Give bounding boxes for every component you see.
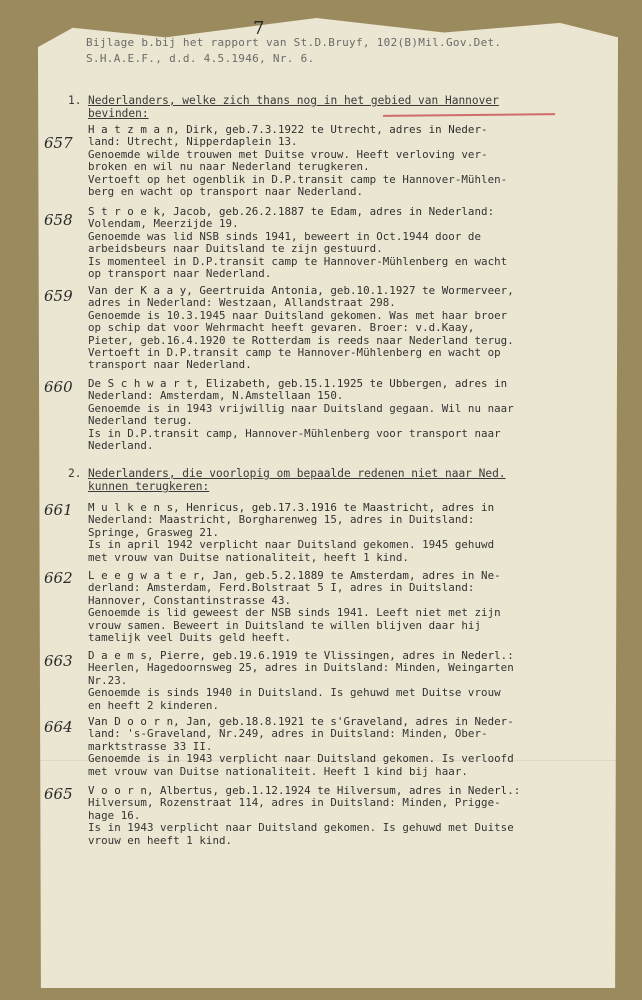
entry-line: op schip dat voor Wehrmacht heeft gevaren. Broer: v.d.Kaay, — [88, 321, 475, 335]
header-line-1: Bijlage b.bij het rapport van St.D.Bruyf, 102(B)Mil.Gov.Det. — [86, 36, 502, 49]
entry-line: Heerlen, Hagedoornsweg 25, adres in Duitsland: Minden, Weingarten — [88, 661, 514, 675]
entry-line: tamelijk veel Duits geld heeft. — [88, 631, 292, 645]
entry-line: De S c h w a r t, Elizabeth, geb.15.1.1925 te Ubbergen, adres in — [88, 377, 508, 390]
entry-664 — [88, 716, 593, 778]
entry-line: Vertoeft op het ogenblik in D.P.transit camp te Hannover-Mühlen- — [88, 172, 508, 186]
section-title-line: Nederlanders, welke zich thans nog in het gebied van Hannover — [88, 94, 499, 107]
section-number: 2. — [68, 467, 82, 480]
page-number: 7 — [253, 18, 265, 39]
handwritten-entry-number: 660 — [44, 378, 73, 396]
entry-line: D a e m s, Pierre, geb.19.6.1919 te Vlissingen, adres in Nederl.: — [88, 649, 514, 662]
section-number: 1. — [68, 94, 82, 107]
entry-line: vrouw samen. Beweert in Duitsland te willen blijven daar hij — [88, 618, 482, 632]
entry-line: Van der K a a y, Geertruida Antonia, geb.10.1.1927 te Wormerveer, — [88, 284, 514, 297]
entry-line: Genoemde is lid geweest der NSB sinds 1941. Leeft niet met zijn — [88, 606, 501, 620]
entry-660 — [88, 378, 593, 452]
entry-line: op transport naar Nederland. — [88, 267, 272, 281]
entry-line: en heeft 2 kinderen. — [88, 698, 220, 712]
entry-line: Is in D.P.transit camp, Hannover-Mühlenberg voor transport naar — [88, 426, 501, 440]
entry-line: marktstrasse 33 II. — [88, 739, 213, 753]
entry-line: Genoemde was lid NSB sinds 1941, beweert in Oct.1944 door de — [88, 229, 482, 243]
entry-line: Nederland: Amsterdam, N.Amstellaan 150. — [88, 389, 344, 403]
entry-662 — [88, 570, 593, 644]
entry-line: land: 's-Graveland, Nr.249, adres in Duitsland: Minden, Ober- — [88, 727, 488, 741]
entry-658 — [88, 206, 593, 280]
entry-line: Genoemde is 10.3.1945 naar Duitsland gekomen. Was met haar broer — [88, 308, 508, 322]
section-title-line: kunnen terugkeren: — [88, 480, 210, 493]
entry-663 — [88, 650, 593, 712]
entry-line: Volendam, Meerzijde 19. — [88, 217, 239, 231]
entry-line: Nederland terug. — [88, 414, 193, 428]
entry-line: Nederland: Maastricht, Borgharenweg 15, adres in Duitsland: — [88, 513, 475, 527]
entry-line: Genoemde wilde trouwen met Duitse vrouw. Heeft verloving ver- — [88, 147, 488, 161]
handwritten-entry-number: 663 — [44, 652, 73, 670]
entry-line: land: Utrecht, Nipperdaplein 13. — [88, 135, 298, 149]
entry-line: adres in Nederland: Westzaan, Allandstraat 298. — [88, 296, 396, 310]
entry-line: Nr.23. — [88, 673, 128, 687]
handwritten-entry-number: 661 — [44, 501, 73, 519]
entry-line: Hannover, Constantinstrasse 43. — [88, 593, 292, 607]
entry-line: Genoemde is in 1943 vrijwillig naar Duitsland gegaan. Wil nu naar — [88, 401, 514, 415]
entry-line: H a t z m a n, Dirk, geb.7.3.1922 te Utrecht, adres in Neder- — [88, 123, 488, 136]
entry-line: L e e g w a t e r, Jan, geb.5.2.1889 te Amsterdam, adres in Ne- — [88, 569, 501, 582]
handwritten-entry-number: 665 — [44, 785, 73, 803]
entry-665 — [88, 785, 593, 847]
entry-line: Springe, Grasweg 21. — [88, 525, 220, 539]
entry-line: Vertoeft in D.P.transit camp te Hannover-Mühlenberg en wacht op — [88, 346, 501, 360]
entry-line: berg en wacht op transport naar Nederland. — [88, 185, 364, 199]
entry-line: Is in april 1942 verplicht naar Duitsland gekomen. 1945 gehuwd — [88, 538, 495, 552]
section-heading-1 — [68, 94, 588, 120]
entry-657 — [88, 124, 593, 198]
entry-line: derland: Amsterdam, Ferd.Bolstraat 5 I, adres in Duitsland: — [88, 581, 475, 595]
entry-line: Is momenteel in D.P.transit camp te Hannover-Mühlenberg en wacht — [88, 254, 508, 268]
entry-line: Nederland. — [88, 439, 154, 453]
section-title-line: bevinden: — [88, 107, 149, 120]
entry-line: M u l k e n s, Henricus, geb.17.3.1916 te Maastricht, adres in — [88, 501, 495, 514]
entry-line: V o o r n, Albertus, geb.1.12.1924 te Hilversum, adres in Nederl.: — [88, 784, 521, 797]
handwritten-entry-number: 658 — [44, 211, 73, 229]
entry-659 — [88, 285, 593, 372]
entry-line: Genoemde is in 1943 verplicht naar Duitsland gekomen. Is verloofd — [88, 752, 514, 766]
handwritten-entry-number: 662 — [44, 569, 73, 587]
handwritten-entry-number: 657 — [44, 134, 73, 152]
entry-line: Pieter, geb.16.4.1920 te Rotterdam is reeds naar Nederland terug. — [88, 333, 514, 347]
entry-line: Van D o o r n, Jan, geb.18.8.1921 te s'Graveland, adres in Neder- — [88, 715, 514, 728]
entry-line: Genoemde is sinds 1940 in Duitsland. Is gehuwd met Duitse vrouw — [88, 686, 501, 700]
entry-line: Hilversum, Rozenstraat 114, adres in Duitsland: Minden, Prigge- — [88, 796, 501, 810]
entry-line: broken en wil nu naar Nederland terugkeren. — [88, 160, 370, 174]
entry-661 — [88, 502, 593, 564]
entry-line: Is in 1943 verplicht naar Duitsland gekomen. Is gehuwd met Duitse — [88, 821, 514, 835]
entry-line: met vrouw van Duitse nationaliteit, heeft 1 kind. — [88, 550, 409, 564]
entry-line: transport naar Nederland. — [88, 358, 252, 372]
section-heading-2 — [68, 467, 588, 493]
section-title-line: Nederlanders, die voorlopig om bepaalde redenen niet naar Ned. — [88, 467, 506, 480]
entry-line: S t r o e k, Jacob, geb.26.2.1887 te Edam, adres in Nederland: — [88, 205, 495, 218]
header-line-2: S.H.A.E.F., d.d. 4.5.1946, Nr. 6. — [86, 52, 315, 65]
entry-line: vrouw en heeft 1 kind. — [88, 833, 233, 847]
handwritten-entry-number: 664 — [44, 718, 73, 736]
entry-line: met vrouw van Duitse nationaliteit. Heeft 1 kind bij haar. — [88, 764, 468, 778]
entry-line: arbeidsbeurs naar Duitsland te zijn gestuurd. — [88, 242, 383, 256]
entry-line: hage 16. — [88, 808, 141, 822]
handwritten-entry-number: 659 — [44, 287, 73, 305]
